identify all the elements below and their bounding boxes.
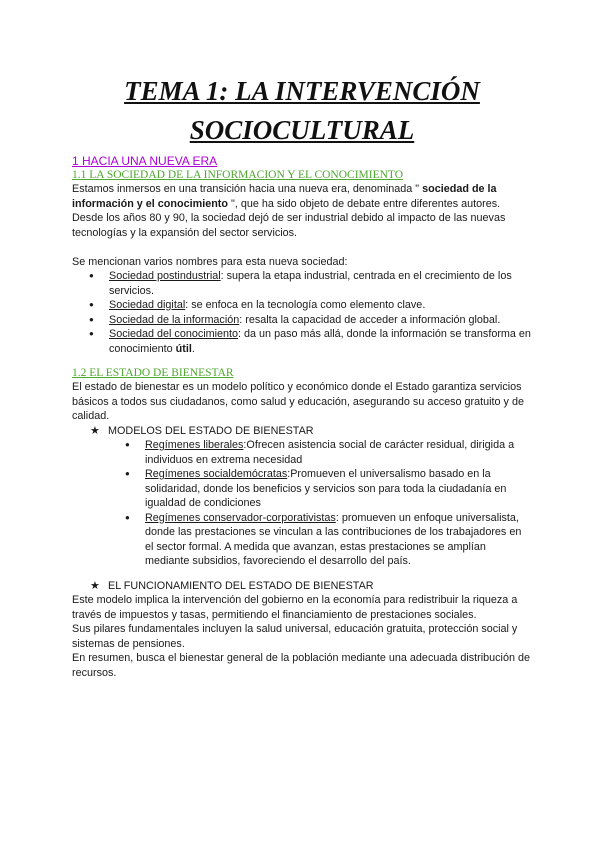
paragraph-functioning-1: Este modelo implica la intervención del gobierno en la economía para redistribuir la riqueza a través de impuestos y tasas, permitiendo el financiamiento de prestaciones sociales.	[72, 594, 518, 621]
paragraph-names: Se mencionan varios nombres para esta nueva sociedad:	[72, 255, 348, 268]
list-item: ● Regímenes liberales:Ofrecen asistencia social de carácter residual, dirigida a individuos en extrema necesidad	[72, 438, 532, 467]
document-page	[72, 72, 532, 680]
section-heading-1: 1 HACIA UNA NUEVA ERA	[72, 154, 218, 168]
models-heading: ★ MODELOS DEL ESTADO DE BIENESTAR	[90, 424, 314, 437]
subsection-heading-1-2: 1.2 EL ESTADO DE BIENESTAR	[72, 367, 234, 379]
title-line-1: TEMA 1: LA INTERVENCIÓN	[124, 76, 480, 106]
models-list	[72, 438, 532, 569]
title-line-2: SOCIOCULTURAL	[189, 115, 415, 145]
list-item: ● Sociedad de la información: resalta la capacidad de acceder a información global.	[72, 313, 532, 328]
star-bullet-icon: ★	[90, 579, 100, 592]
star-bullet-icon: ★	[90, 424, 100, 437]
list-item: ● Regímenes socialdemócratas:Promueven el universalismo basado en la solidaridad, donde los beneficios y servicios son para toda la ciudadanía en igualdad de condiciones	[72, 467, 532, 511]
list-item: ● Regímenes conservador-corporativistas: promueven un enfoque universalista, donde las prestaciones se vinculan a las contribuciones de los trabajadores en el sector formal. A medida que avanzan, estas prestaciones se amplían mediante subsidios, favoreciendo el desarrollo del país.	[72, 511, 532, 569]
paragraph-welfare-definition: El estado de bienestar es un modelo político y económico donde el Estado garantiza servicios básicos a todos sus ciudadanos, como salud y educación, asegurando su acceso gratuito y de calidad.	[72, 381, 524, 422]
document-title	[72, 72, 532, 150]
paragraph-history: Desde los años 80 y 90, la sociedad dejó de ser industrial debido al impacto de las nuevas tecnologías y la expansión del sector servicios.	[72, 212, 506, 239]
list-item: ● Sociedad digital: se enfoca en la tecnología como elemento clave.	[72, 298, 532, 313]
functioning-heading: ★ EL FUNCIONAMIENTO DEL ESTADO DE BIENESTAR	[90, 579, 374, 592]
subsection-heading-1-1: 1.1 LA SOCIEDAD DE LA INFORMACION Y EL CONOCIMIENTO	[72, 169, 404, 181]
paragraph-functioning-2: Sus pilares fundamentales incluyen la salud universal, educación gratuita, protección social y sistemas de pensiones.	[72, 623, 518, 650]
society-names-list	[72, 269, 532, 356]
paragraph-intro: Estamos inmersos en una transición hacia una nueva era, denominada " sociedad de la información y el conocimiento ", que ha sido objeto de debate entre diferentes autores.	[72, 183, 501, 210]
list-item: ● Sociedad postindustrial: supera la etapa industrial, centrada en el crecimiento de los servicios.	[72, 269, 532, 298]
list-item: ● Sociedad del conocimiento: da un paso más allá, donde la información se transforma en conocimiento útil.	[72, 327, 532, 356]
paragraph-functioning-3: En resumen, busca el bienestar general de la población mediante una adecuada distribución de recursos.	[72, 652, 530, 679]
